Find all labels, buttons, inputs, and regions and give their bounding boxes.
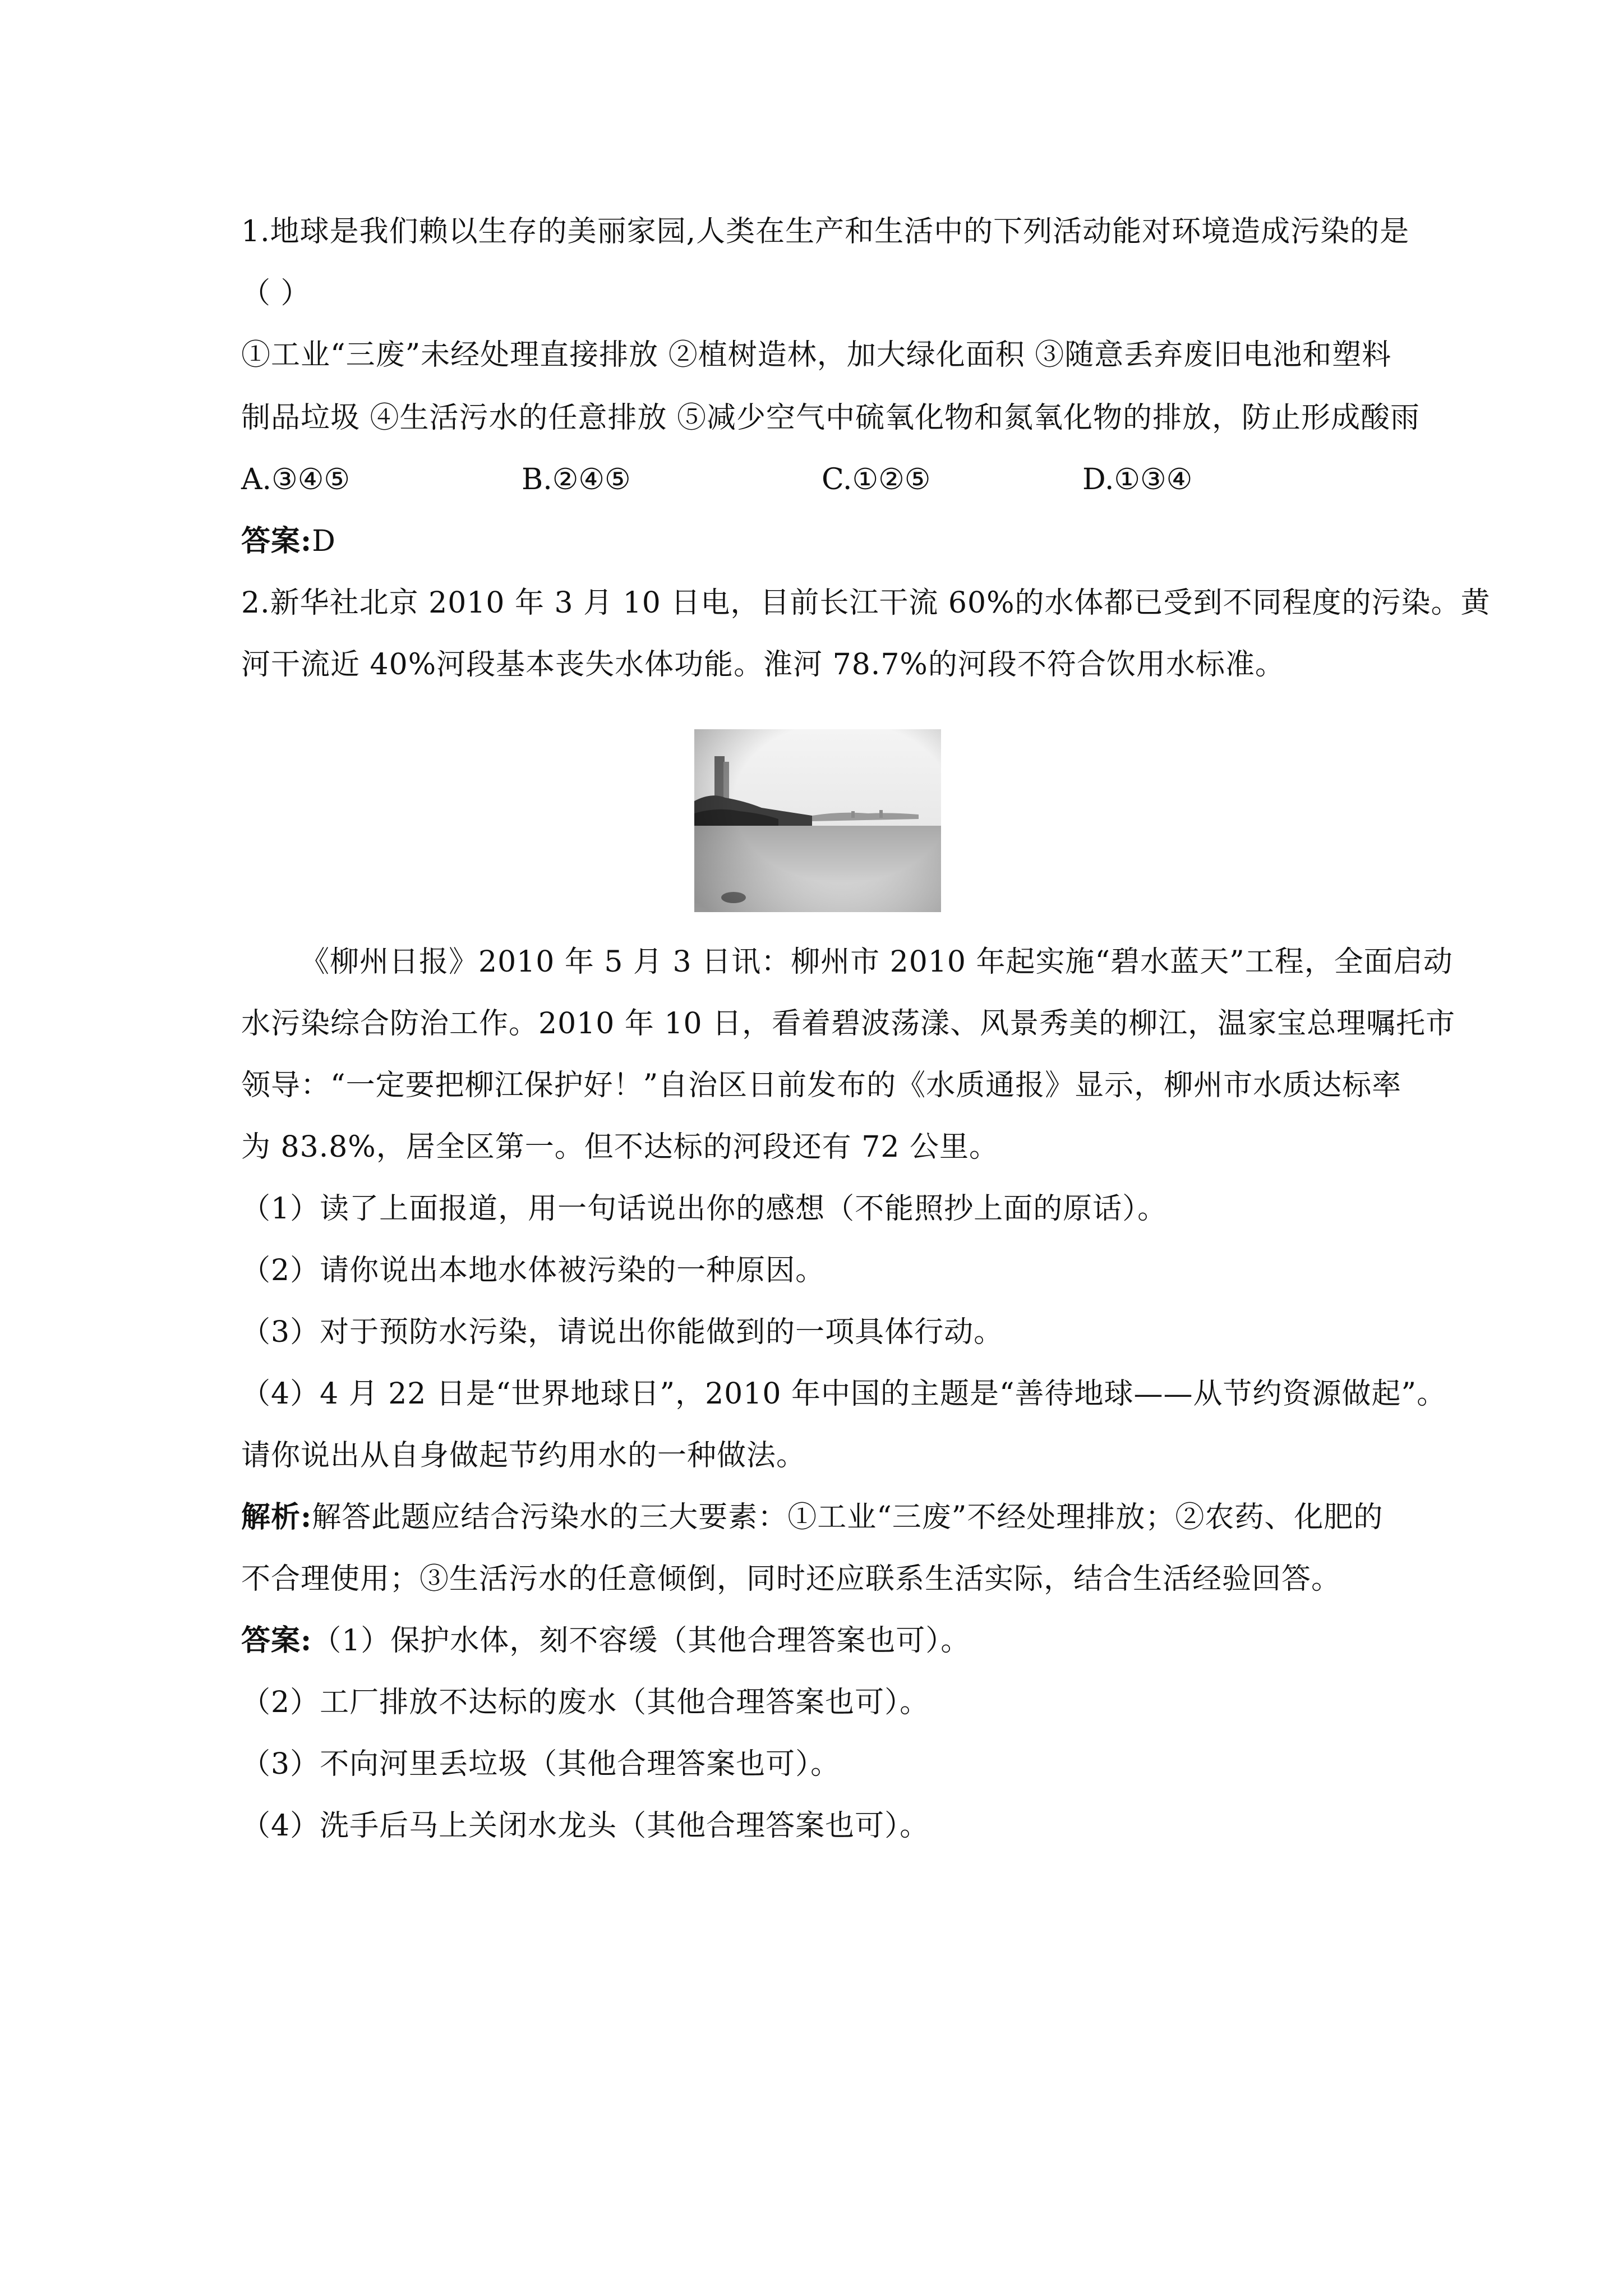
q1-items-line-2: 制品垃圾 ④生活污水的任意排放 ⑤减少空气中硫氧化物和氮氧化物的排放，防止形成酸雨 (241, 401, 1421, 435)
sub-question-3: （3）对于预防水污染，请说出你能做到的一项具体行动。 (241, 1315, 1004, 1349)
report-line-2: 水污染综合防治工作。2010 年 10 日，看着碧波荡漾、风景秀美的柳江，温家宝总理嘱托市 (241, 1007, 1456, 1041)
analysis-text-1: 解答此题应结合污染水的三大要素：①工业“三废”不经处理排放；②农药、化肥的 (312, 1501, 1384, 1534)
q1-answer-value: D (312, 524, 336, 558)
analysis (241, 1498, 1396, 1537)
q2-answer-2: （2）工厂排放不达标的废水（其他合理答案也可）。 (241, 1686, 930, 1719)
sub-question-1: （1）读了上面报道，用一句话说出你的感想（不能照抄上面的原话）。 (241, 1192, 1168, 1226)
q1-stem: 1.地球是我们赖以生存的美丽家园,人类在生产和生活中的下列活动能对环境造成污染的是 (241, 215, 1410, 249)
analysis-label: 解析: (241, 1500, 312, 1534)
report-line-1: 《柳州日报》2010 年 5 月 3 日讯：柳州市 2010 年起实施“碧水蓝天”工程，全面启动 (300, 945, 1453, 979)
q1-option-a: A.③④⑤ (241, 463, 350, 496)
q1-answer-label: 答案: (241, 524, 312, 558)
analysis-text-2: 不合理使用；③生活污水的任意倾倒，同时还应联系生活实际，结合生活经验回答。 (241, 1562, 1341, 1596)
q1-option-b: B.②④⑤ (522, 463, 631, 496)
river-photo (694, 729, 941, 912)
report-line-4: 为 83.8%，居全区第一。但不达标的河段还有 72 公里。 (241, 1130, 999, 1164)
q2-answer-1 (241, 1621, 1396, 1660)
q2-answer-4: （4）洗手后马上关闭水龙头（其他合理答案也可）。 (241, 1809, 930, 1843)
q2-stem-line-2: 河干流近 40%河段基本丧失水体功能。淮河 78.7%的河段不符合饮用水标准。 (241, 648, 1285, 682)
q2-answer-3: （3）不向河里丢垃圾（其他合理答案也可）。 (241, 1747, 841, 1781)
q2-stem-line-1: 2.新华社北京 2010 年 3 月 10 日电，目前长江干流 60%的水体都已受到不同程度的污染。黄 (241, 586, 1491, 620)
q1-option-d: D.①③④ (1082, 463, 1193, 496)
report-line-3: 领导：“一定要把柳江保护好！”自治区日前发布的《水质通报》显示，柳州市水质达标率 (241, 1069, 1402, 1102)
q2-answer-label: 答案: (241, 1623, 312, 1658)
q1-answer-parentheses: （ ） (241, 277, 311, 310)
sub-question-2: （2）请你说出本地水体被污染的一种原因。 (241, 1254, 826, 1287)
q1-items-line-1: ①工业“三废”未经处理直接排放 ②植树造林，加大绿化面积 ③随意丢弃废旧电池和塑料 (241, 338, 1392, 372)
q1-answer (241, 522, 1396, 561)
q1-option-c: C.①②⑤ (822, 463, 931, 496)
q2-answer-1-text: （1）保护水体，刻不容缓（其他合理答案也可）。 (312, 1624, 971, 1658)
sub-question-4-cont: 请你说出从自身做起节约用水的一种做法。 (241, 1439, 806, 1473)
sub-question-4: （4）4 月 22 日是“世界地球日”，2010 年中国的主题是“善待地球——从节约资源做起”。 (241, 1377, 1447, 1411)
